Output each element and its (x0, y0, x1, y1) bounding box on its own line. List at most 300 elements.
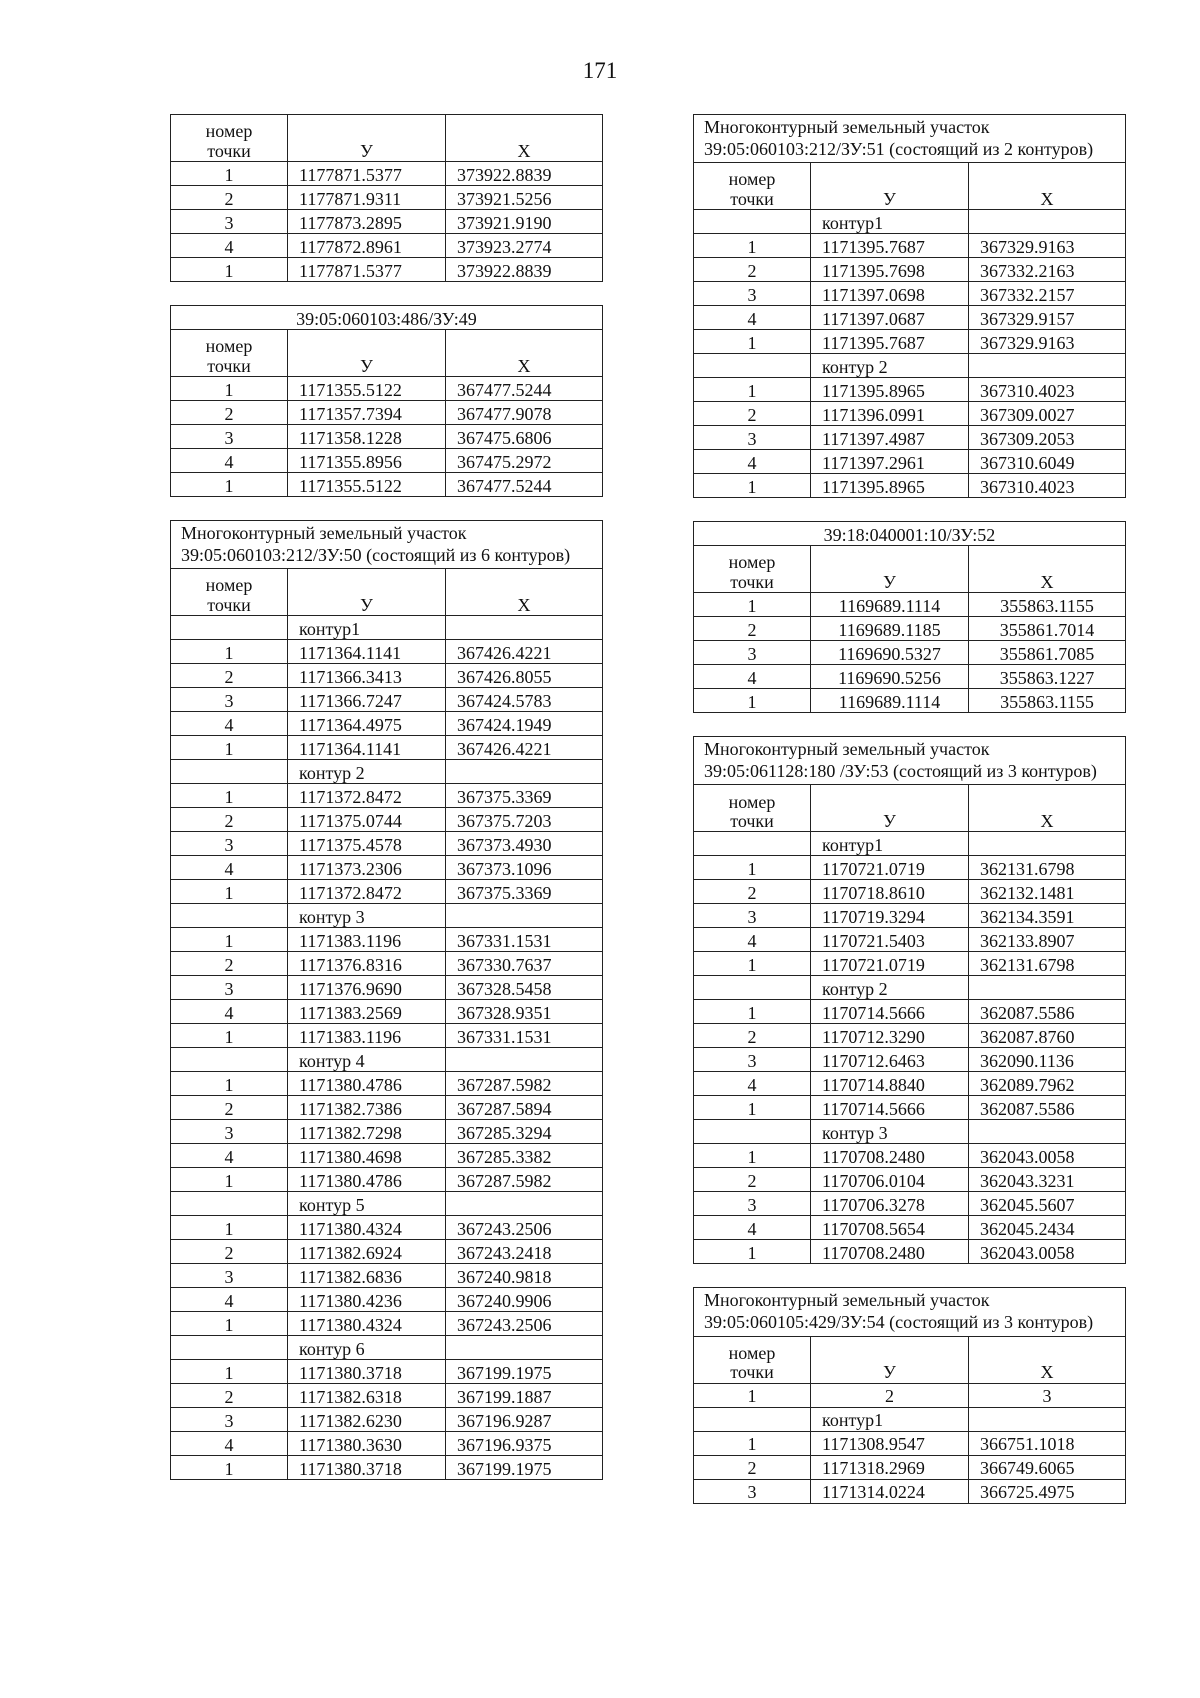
header-point-line2: точки (207, 594, 251, 615)
x-coordinate: 362043.3231 (969, 1168, 1126, 1192)
table-row (171, 1408, 603, 1432)
contour-label: контур 4 (288, 1048, 446, 1072)
y-coordinate: 1171375.4578 (288, 832, 446, 856)
table-row (694, 234, 1126, 258)
x-coordinate: 362045.2434 (969, 1216, 1126, 1240)
header-y: У (288, 115, 446, 162)
y-coordinate: 1171395.7687 (811, 330, 969, 354)
contour-label: контур1 (811, 832, 969, 856)
x-coordinate: 367240.9818 (446, 1264, 603, 1288)
table-row (171, 976, 603, 1000)
y-coordinate: 1171397.0698 (811, 282, 969, 306)
table-row (171, 688, 603, 712)
column-index: 1 (694, 1383, 811, 1407)
y-coordinate: 1170708.5654 (811, 1216, 969, 1240)
table-row (171, 784, 603, 808)
y-coordinate: 1171364.1141 (288, 736, 446, 760)
point-number: 4 (171, 449, 288, 473)
y-coordinate: 1170721.5403 (811, 928, 969, 952)
contour-label: контур1 (288, 616, 446, 640)
header-point-number (694, 1336, 811, 1383)
point-number: 1 (171, 1312, 288, 1336)
x-coordinate: 367285.3294 (446, 1120, 603, 1144)
y-coordinate: 1171375.0744 (288, 808, 446, 832)
x-coordinate: 362133.8907 (969, 928, 1126, 952)
point-number: 3 (694, 1479, 811, 1503)
header-point-line1: номер (728, 1342, 776, 1363)
y-coordinate: 1171383.1196 (288, 928, 446, 952)
header-point-number (171, 330, 288, 377)
header-x: Х (969, 1336, 1126, 1383)
y-coordinate: 1170718.8610 (811, 880, 969, 904)
x-coordinate: 367426.8055 (446, 664, 603, 688)
x-coordinate: 367328.9351 (446, 1000, 603, 1024)
y-coordinate: 1171397.0687 (811, 306, 969, 330)
table-title-row (694, 115, 1126, 163)
column-index: 2 (811, 1383, 969, 1407)
x-coordinate: 373921.9190 (446, 210, 603, 234)
point-number: 3 (171, 1120, 288, 1144)
header-point-line2: точки (730, 810, 774, 831)
table-row (694, 856, 1126, 880)
y-coordinate: 1171380.4698 (288, 1144, 446, 1168)
point-number: 4 (171, 1432, 288, 1456)
point-number: 3 (171, 1408, 288, 1432)
point-number: 3 (694, 426, 811, 450)
x-coordinate: 362132.1481 (969, 880, 1126, 904)
table-header-row (694, 546, 1126, 593)
y-coordinate: 1170721.0719 (811, 952, 969, 976)
table-title: Многоконтурный земельный участок 39:05:060103:212/ЗУ:50 (состоящий из 6 контуров) (171, 521, 603, 569)
point-number: 4 (694, 928, 811, 952)
contour-label: контур1 (811, 1407, 969, 1431)
point-number: 1 (694, 1096, 811, 1120)
x-coordinate: 367285.3382 (446, 1144, 603, 1168)
x-coordinate: 367329.9163 (969, 330, 1126, 354)
point-number: 2 (694, 880, 811, 904)
y-coordinate: 1171380.4786 (288, 1168, 446, 1192)
point-number: 2 (171, 1240, 288, 1264)
table-row (694, 306, 1126, 330)
y-coordinate: 1171364.4975 (288, 712, 446, 736)
x-coordinate: 362089.7962 (969, 1072, 1126, 1096)
x-coordinate: 367243.2506 (446, 1216, 603, 1240)
point-number: 1 (171, 377, 288, 401)
contour-empty-cell (694, 210, 811, 234)
x-coordinate: 367477.9078 (446, 401, 603, 425)
point-number: 2 (694, 258, 811, 282)
contour-row (171, 1048, 603, 1072)
contour-label: контур 6 (288, 1336, 446, 1360)
x-coordinate: 367309.0027 (969, 402, 1126, 426)
x-coordinate: 373922.8839 (446, 162, 603, 186)
table-row (171, 1264, 603, 1288)
point-number: 4 (171, 856, 288, 880)
x-coordinate: 355861.7085 (969, 641, 1126, 665)
table-row (171, 664, 603, 688)
point-number: 1 (694, 1431, 811, 1455)
table-title-row (171, 306, 603, 330)
y-coordinate: 1171357.7394 (288, 401, 446, 425)
y-coordinate: 1171380.4236 (288, 1288, 446, 1312)
point-number: 1 (694, 330, 811, 354)
contour-empty-cell (694, 832, 811, 856)
table-row (171, 712, 603, 736)
x-coordinate: 367240.9906 (446, 1288, 603, 1312)
header-point-line1: номер (205, 575, 253, 596)
point-number: 4 (694, 306, 811, 330)
x-coordinate: 367310.6049 (969, 450, 1126, 474)
point-number: 2 (171, 1384, 288, 1408)
table-row (171, 449, 603, 473)
y-coordinate: 1171355.5122 (288, 473, 446, 497)
point-number: 3 (171, 210, 288, 234)
table-header-row (171, 330, 603, 377)
x-coordinate: 355863.1155 (969, 689, 1126, 713)
x-coordinate: 367287.5982 (446, 1072, 603, 1096)
point-number: 2 (694, 1168, 811, 1192)
table-title-row (694, 1288, 1126, 1336)
table-row (694, 880, 1126, 904)
x-coordinate: 367330.7637 (446, 952, 603, 976)
point-number: 1 (694, 1144, 811, 1168)
x-coordinate: 373923.2774 (446, 234, 603, 258)
y-coordinate: 1171382.7298 (288, 1120, 446, 1144)
point-number: 2 (171, 664, 288, 688)
point-number: 3 (171, 1264, 288, 1288)
x-coordinate: 367373.4930 (446, 832, 603, 856)
table-row (694, 689, 1126, 713)
contour-empty-cell (969, 354, 1126, 378)
x-coordinate: 362043.0058 (969, 1144, 1126, 1168)
y-coordinate: 1171380.3718 (288, 1360, 446, 1384)
y-coordinate: 1177871.5377 (288, 162, 446, 186)
header-point-number (694, 785, 811, 832)
header-point-number (694, 546, 811, 593)
point-number: 4 (171, 1000, 288, 1024)
table-row (694, 1048, 1126, 1072)
table-row (171, 473, 603, 497)
header-point-line2: точки (730, 188, 774, 209)
table-row (171, 186, 603, 210)
point-number: 1 (171, 1024, 288, 1048)
table-row (694, 1000, 1126, 1024)
y-coordinate: 1177872.8961 (288, 234, 446, 258)
point-number: 1 (694, 1240, 811, 1264)
header-x: Х (969, 163, 1126, 210)
contour-empty-cell (171, 1048, 288, 1072)
table-header-row (171, 115, 603, 162)
point-number: 4 (171, 234, 288, 258)
y-coordinate: 1171396.0991 (811, 402, 969, 426)
x-coordinate: 362090.1136 (969, 1048, 1126, 1072)
table-row (171, 1024, 603, 1048)
point-number: 3 (171, 688, 288, 712)
x-coordinate: 362087.5586 (969, 1000, 1126, 1024)
point-number: 1 (694, 234, 811, 258)
x-coordinate: 367287.5894 (446, 1096, 603, 1120)
point-number: 3 (171, 832, 288, 856)
header-y: У (811, 785, 969, 832)
y-coordinate: 1169689.1185 (811, 617, 969, 641)
table-row (171, 808, 603, 832)
contour-empty-cell (969, 832, 1126, 856)
header-x: Х (969, 546, 1126, 593)
y-coordinate: 1170708.2480 (811, 1144, 969, 1168)
x-coordinate: 367309.2053 (969, 426, 1126, 450)
x-coordinate: 362043.0058 (969, 1240, 1126, 1264)
y-coordinate: 1171395.8965 (811, 378, 969, 402)
header-point-number (171, 569, 288, 616)
point-number: 1 (171, 1216, 288, 1240)
point-number: 1 (171, 258, 288, 282)
contour-row (171, 1192, 603, 1216)
contour-label: контур 2 (811, 354, 969, 378)
y-coordinate: 1171397.2961 (811, 450, 969, 474)
y-coordinate: 1171382.6836 (288, 1264, 446, 1288)
point-number: 3 (694, 1048, 811, 1072)
header-point-number (171, 115, 288, 162)
table-row (694, 1192, 1126, 1216)
table-row (171, 856, 603, 880)
contour-label: контур 5 (288, 1192, 446, 1216)
y-coordinate: 1169689.1114 (811, 689, 969, 713)
coordinates-table (170, 520, 603, 1480)
contour-empty-cell (969, 1407, 1126, 1431)
x-coordinate: 367310.4023 (969, 474, 1126, 498)
table-row (171, 1216, 603, 1240)
point-number: 4 (171, 1144, 288, 1168)
table-title: 39:18:040001:10/ЗУ:52 (694, 522, 1126, 546)
point-number: 3 (171, 976, 288, 1000)
table-row (694, 952, 1126, 976)
x-coordinate: 367477.5244 (446, 377, 603, 401)
point-number: 2 (694, 1455, 811, 1479)
table-header-row (694, 1336, 1126, 1383)
contour-row (694, 1407, 1126, 1431)
point-number: 1 (694, 1000, 811, 1024)
y-coordinate: 1171380.4324 (288, 1216, 446, 1240)
contour-empty-cell (969, 1120, 1126, 1144)
contour-empty-cell (694, 1120, 811, 1144)
point-number: 4 (694, 1216, 811, 1240)
x-coordinate: 362131.6798 (969, 856, 1126, 880)
y-coordinate: 1170708.2480 (811, 1240, 969, 1264)
table-row (694, 1096, 1126, 1120)
point-number: 1 (171, 736, 288, 760)
contour-empty-cell (171, 1192, 288, 1216)
table-title: Многоконтурный земельный участок 39:05:061128:180 /ЗУ:53 (состоящий из 3 контуров) (694, 737, 1126, 785)
x-coordinate: 367424.5783 (446, 688, 603, 712)
y-coordinate: 1171380.4324 (288, 1312, 446, 1336)
x-coordinate: 367331.1531 (446, 928, 603, 952)
table-row (694, 617, 1126, 641)
header-y: У (811, 1336, 969, 1383)
table-row (694, 1240, 1126, 1264)
x-coordinate: 367426.4221 (446, 640, 603, 664)
contour-empty-cell (694, 976, 811, 1000)
x-coordinate: 362087.5586 (969, 1096, 1126, 1120)
header-point-line2: точки (207, 355, 251, 376)
table-row (171, 1120, 603, 1144)
table-row (171, 1456, 603, 1480)
x-coordinate: 367475.2972 (446, 449, 603, 473)
y-coordinate: 1171397.4987 (811, 426, 969, 450)
contour-row (171, 760, 603, 784)
table-row (694, 904, 1126, 928)
header-y: У (811, 546, 969, 593)
header-y: У (288, 569, 446, 616)
x-coordinate: 367199.1975 (446, 1360, 603, 1384)
contour-empty-cell (446, 904, 603, 928)
header-x: Х (446, 569, 603, 616)
contour-empty-cell (446, 1048, 603, 1072)
point-number: 1 (694, 856, 811, 880)
table-row (171, 162, 603, 186)
table-row (171, 952, 603, 976)
y-coordinate: 1171364.1141 (288, 640, 446, 664)
contour-empty-cell (969, 976, 1126, 1000)
table-row (171, 1000, 603, 1024)
x-coordinate: 373921.5256 (446, 186, 603, 210)
table-row (694, 450, 1126, 474)
point-number: 2 (694, 617, 811, 641)
y-coordinate: 1171314.0224 (811, 1479, 969, 1503)
y-coordinate: 1171372.8472 (288, 880, 446, 904)
x-coordinate: 367426.4221 (446, 736, 603, 760)
x-coordinate: 367310.4023 (969, 378, 1126, 402)
x-coordinate: 367328.5458 (446, 976, 603, 1000)
table-row (171, 1096, 603, 1120)
y-coordinate: 1169689.1114 (811, 593, 969, 617)
point-number: 2 (694, 402, 811, 426)
table-row (171, 1144, 603, 1168)
x-coordinate: 362045.5607 (969, 1192, 1126, 1216)
contour-empty-cell (171, 616, 288, 640)
x-coordinate: 367375.7203 (446, 808, 603, 832)
y-coordinate: 1171355.5122 (288, 377, 446, 401)
y-coordinate: 1171395.7687 (811, 234, 969, 258)
point-number: 3 (171, 425, 288, 449)
table-row (171, 1360, 603, 1384)
table-row (694, 330, 1126, 354)
y-coordinate: 1171382.6924 (288, 1240, 446, 1264)
table-row (171, 401, 603, 425)
y-coordinate: 1170714.5666 (811, 1096, 969, 1120)
contour-empty-cell (694, 354, 811, 378)
contour-label: контур 3 (811, 1120, 969, 1144)
contour-label: контур 2 (811, 976, 969, 1000)
table-title: 39:05:060103:486/ЗУ:49 (171, 306, 603, 330)
header-point-line2: точки (730, 571, 774, 592)
point-number: 1 (694, 689, 811, 713)
y-coordinate: 1171366.3413 (288, 664, 446, 688)
table-row (171, 1384, 603, 1408)
point-number: 1 (694, 593, 811, 617)
point-number: 1 (171, 162, 288, 186)
point-number: 4 (694, 1072, 811, 1096)
header-point-number (694, 163, 811, 210)
table-row (694, 1024, 1126, 1048)
table-row (171, 1432, 603, 1456)
point-number: 1 (694, 952, 811, 976)
right-column (693, 114, 1125, 1527)
x-coordinate: 367243.2418 (446, 1240, 603, 1264)
coordinates-table (170, 305, 603, 497)
contour-row (171, 616, 603, 640)
table-row (694, 1431, 1126, 1455)
header-point-line1: номер (205, 336, 253, 357)
y-coordinate: 1171318.2969 (811, 1455, 969, 1479)
table-row (171, 234, 603, 258)
x-coordinate: 366751.1018 (969, 1431, 1126, 1455)
y-coordinate: 1171355.8956 (288, 449, 446, 473)
point-number: 1 (171, 928, 288, 952)
header-point-line2: точки (207, 140, 251, 161)
table-row (171, 928, 603, 952)
table-row (171, 377, 603, 401)
header-point-line1: номер (205, 121, 253, 142)
table-row (171, 832, 603, 856)
table-row (171, 1072, 603, 1096)
point-number: 1 (171, 640, 288, 664)
header-point-line2: точки (730, 1362, 774, 1383)
table-row (694, 665, 1126, 689)
point-number: 2 (171, 1096, 288, 1120)
point-number: 2 (171, 952, 288, 976)
point-number: 1 (171, 1360, 288, 1384)
y-coordinate: 1170721.0719 (811, 856, 969, 880)
table-row (694, 1168, 1126, 1192)
x-coordinate: 366725.4975 (969, 1479, 1126, 1503)
y-coordinate: 1171383.2569 (288, 1000, 446, 1024)
contour-empty-cell (446, 1192, 603, 1216)
contour-empty-cell (694, 1407, 811, 1431)
x-coordinate: 367375.3369 (446, 784, 603, 808)
point-number: 2 (694, 1024, 811, 1048)
table-title-row (694, 737, 1126, 785)
point-number: 1 (171, 784, 288, 808)
x-coordinate: 367199.1887 (446, 1384, 603, 1408)
contour-empty-cell (171, 1336, 288, 1360)
x-coordinate: 367332.2157 (969, 282, 1126, 306)
x-coordinate: 355861.7014 (969, 617, 1126, 641)
table-row (694, 593, 1126, 617)
y-coordinate: 1170706.3278 (811, 1192, 969, 1216)
table-row (171, 640, 603, 664)
table-title-row (171, 521, 603, 569)
point-number: 1 (171, 473, 288, 497)
table-title: Многоконтурный земельный участок 39:05:060103:212/ЗУ:51 (состоящий из 2 контуров) (694, 115, 1126, 163)
y-coordinate: 1170712.3290 (811, 1024, 969, 1048)
contour-empty-cell (171, 760, 288, 784)
contour-row (694, 354, 1126, 378)
y-coordinate: 1169690.5327 (811, 641, 969, 665)
point-number: 4 (694, 450, 811, 474)
x-coordinate: 367375.3369 (446, 880, 603, 904)
table-row (171, 1312, 603, 1336)
x-coordinate: 362087.8760 (969, 1024, 1126, 1048)
column-index-row (694, 1383, 1126, 1407)
y-coordinate: 1171376.9690 (288, 976, 446, 1000)
y-coordinate: 1171308.9547 (811, 1431, 969, 1455)
x-coordinate: 355863.1227 (969, 665, 1126, 689)
y-coordinate: 1171376.8316 (288, 952, 446, 976)
contour-row (694, 1120, 1126, 1144)
coordinates-table (693, 114, 1126, 498)
coordinates-table (693, 521, 1126, 713)
left-column (170, 114, 602, 1503)
